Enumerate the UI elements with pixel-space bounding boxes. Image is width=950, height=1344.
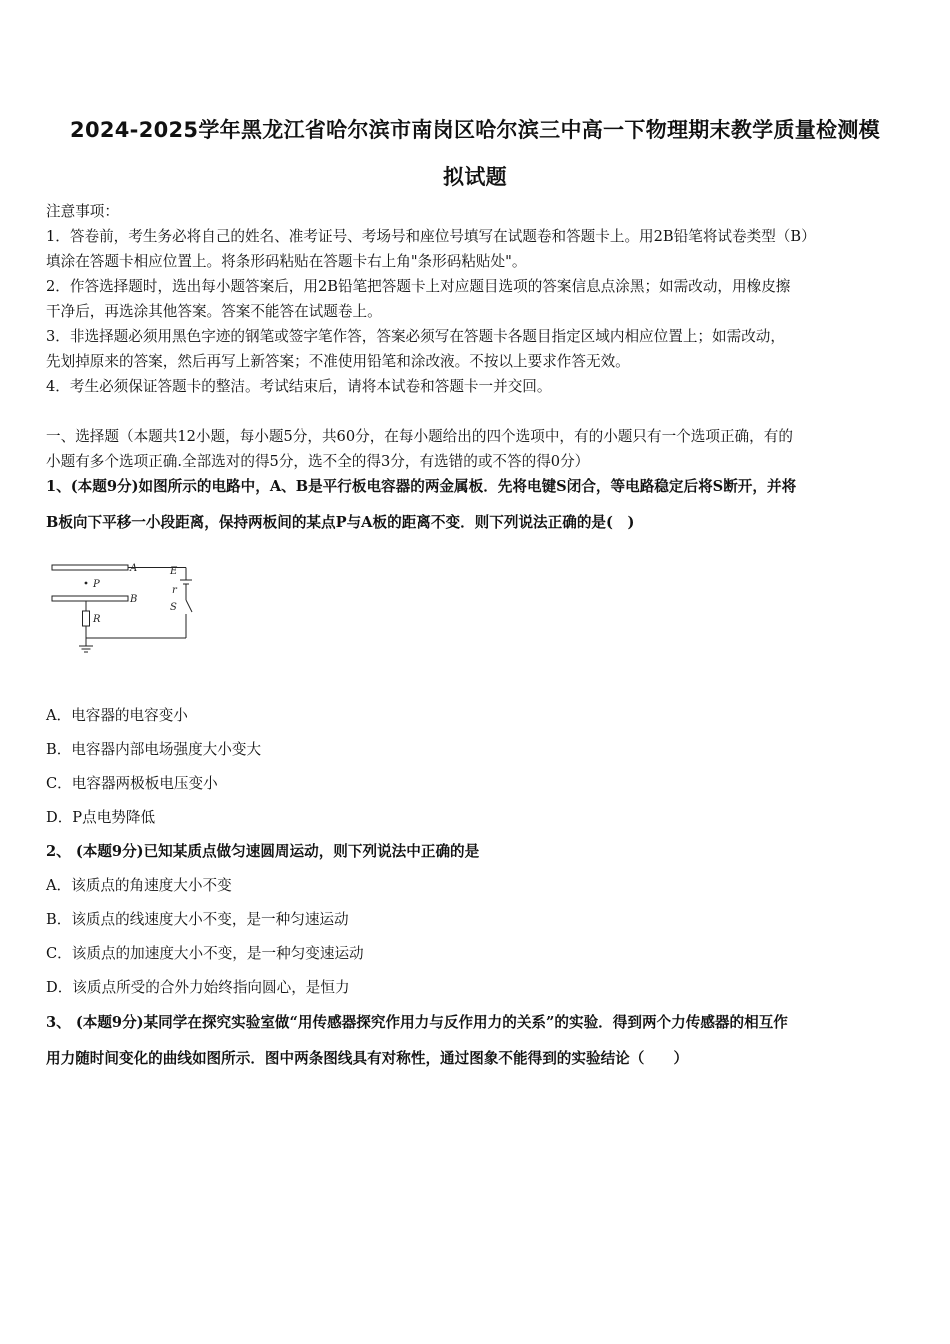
notice-line: 先划掉原来的答案，然后再写上新答案；不准使用铅笔和涂改液。不按以上要求作答无效。 (46, 353, 630, 370)
label-resistor-r: R (93, 614, 101, 625)
document-title-line-2: 拟试题 (443, 165, 507, 189)
question-2-option-d: D．该质点所受的合外力始终指向圆心，是恒力 (46, 979, 350, 996)
question-1-option-d: D．P点电势降低 (46, 809, 156, 826)
question-2-option-a: A．该质点的角速度大小不变 (46, 877, 232, 894)
question-1-stem-line: 1、(本题9分)如图所示的电路中，A、B是平行板电容器的两金属板．先将电键S闭合，等电路稳定后将S断开，并将 (46, 478, 797, 495)
capacitor-circuit-diagram (44, 556, 204, 660)
label-emf-e: E (170, 566, 178, 577)
section-heading-line: 一、选择题（本题共12小题，每小题5分，共60分，在每小题给出的四个选项中，有的小题只有一个选项正确，有的 (46, 428, 793, 445)
question-2-stem: 2、 (本题9分)已知某质点做匀速圆周运动，则下列说法中正确的是 (46, 843, 480, 860)
question-1-option-b: B．电容器内部电场强度大小变大 (46, 741, 262, 758)
label-plate-a: A (130, 563, 138, 574)
notice-line: 4．考生必须保证答题卡的整洁。考试结束后，请将本试卷和答题卡一并交回。 (46, 378, 552, 395)
question-2-option-b: B．该质点的线速度大小不变，是一种匀速运动 (46, 911, 349, 928)
notice-line: 填涂在答题卡相应位置上。将条形码粘贴在答题卡右上角"条形码粘贴处"。 (46, 253, 527, 270)
section-heading-line: 小题有多个选项正确.全部选对的得5分，选不全的得3分，有选错的或不答的得0分） (46, 453, 590, 470)
question-1-option-a: A．电容器的电容变小 (46, 707, 188, 724)
label-plate-b: B (130, 594, 138, 605)
notice-line: 3．非选择题必须用黑色字迹的钢笔或签字笔作答，答案必须写在答题卡各题目指定区域内相应位置上；如需改动， (46, 328, 785, 345)
notice-line: 干净后，再选涂其他答案。答案不能答在试题卷上。 (46, 303, 382, 320)
question-1-stem-line: B板向下平移一小段距离，保持两板间的某点P与A板的距离不变．则下列说法正确的是( ) (46, 514, 635, 531)
label-internal-r: r (172, 585, 177, 596)
question-3-stem-line: 用力随时间变化的曲线如图所示．图中两条图线具有对称性，通过图象不能得到的实验结论（ ） (46, 1050, 689, 1067)
document-title-line-1: 2024-2025学年黑龙江省哈尔滨市南岗区哈尔滨三中高一下物理期末教学质量检测模 (70, 118, 880, 142)
notice-heading: 注意事项： (46, 203, 119, 220)
question-3-stem-line: 3、 (本题9分)某同学在探究实验室做“用传感器探究作用力与反作用力的关系”的实验．得到两个力传感器的相互作 (46, 1014, 788, 1031)
point-p-dot (85, 582, 88, 585)
notice-line: 2．作答选择题时，选出每小题答案后，用2B铅笔把答题卡上对应题目选项的答案信息点涂黑；如需改动，用橡皮擦 (46, 278, 791, 295)
question-1-option-c: C．电容器两极板电压变小 (46, 775, 218, 792)
question-2-option-c: C．该质点的加速度大小不变，是一种匀变速运动 (46, 945, 364, 962)
label-switch-s: S (170, 602, 177, 613)
notice-line: 1．答卷前，考生务必将自己的姓名、准考证号、考场号和座位号填写在试题卷和答题卡上。用2B铅笔将试卷类型（B） (46, 228, 816, 245)
label-point-p: P (93, 579, 100, 590)
